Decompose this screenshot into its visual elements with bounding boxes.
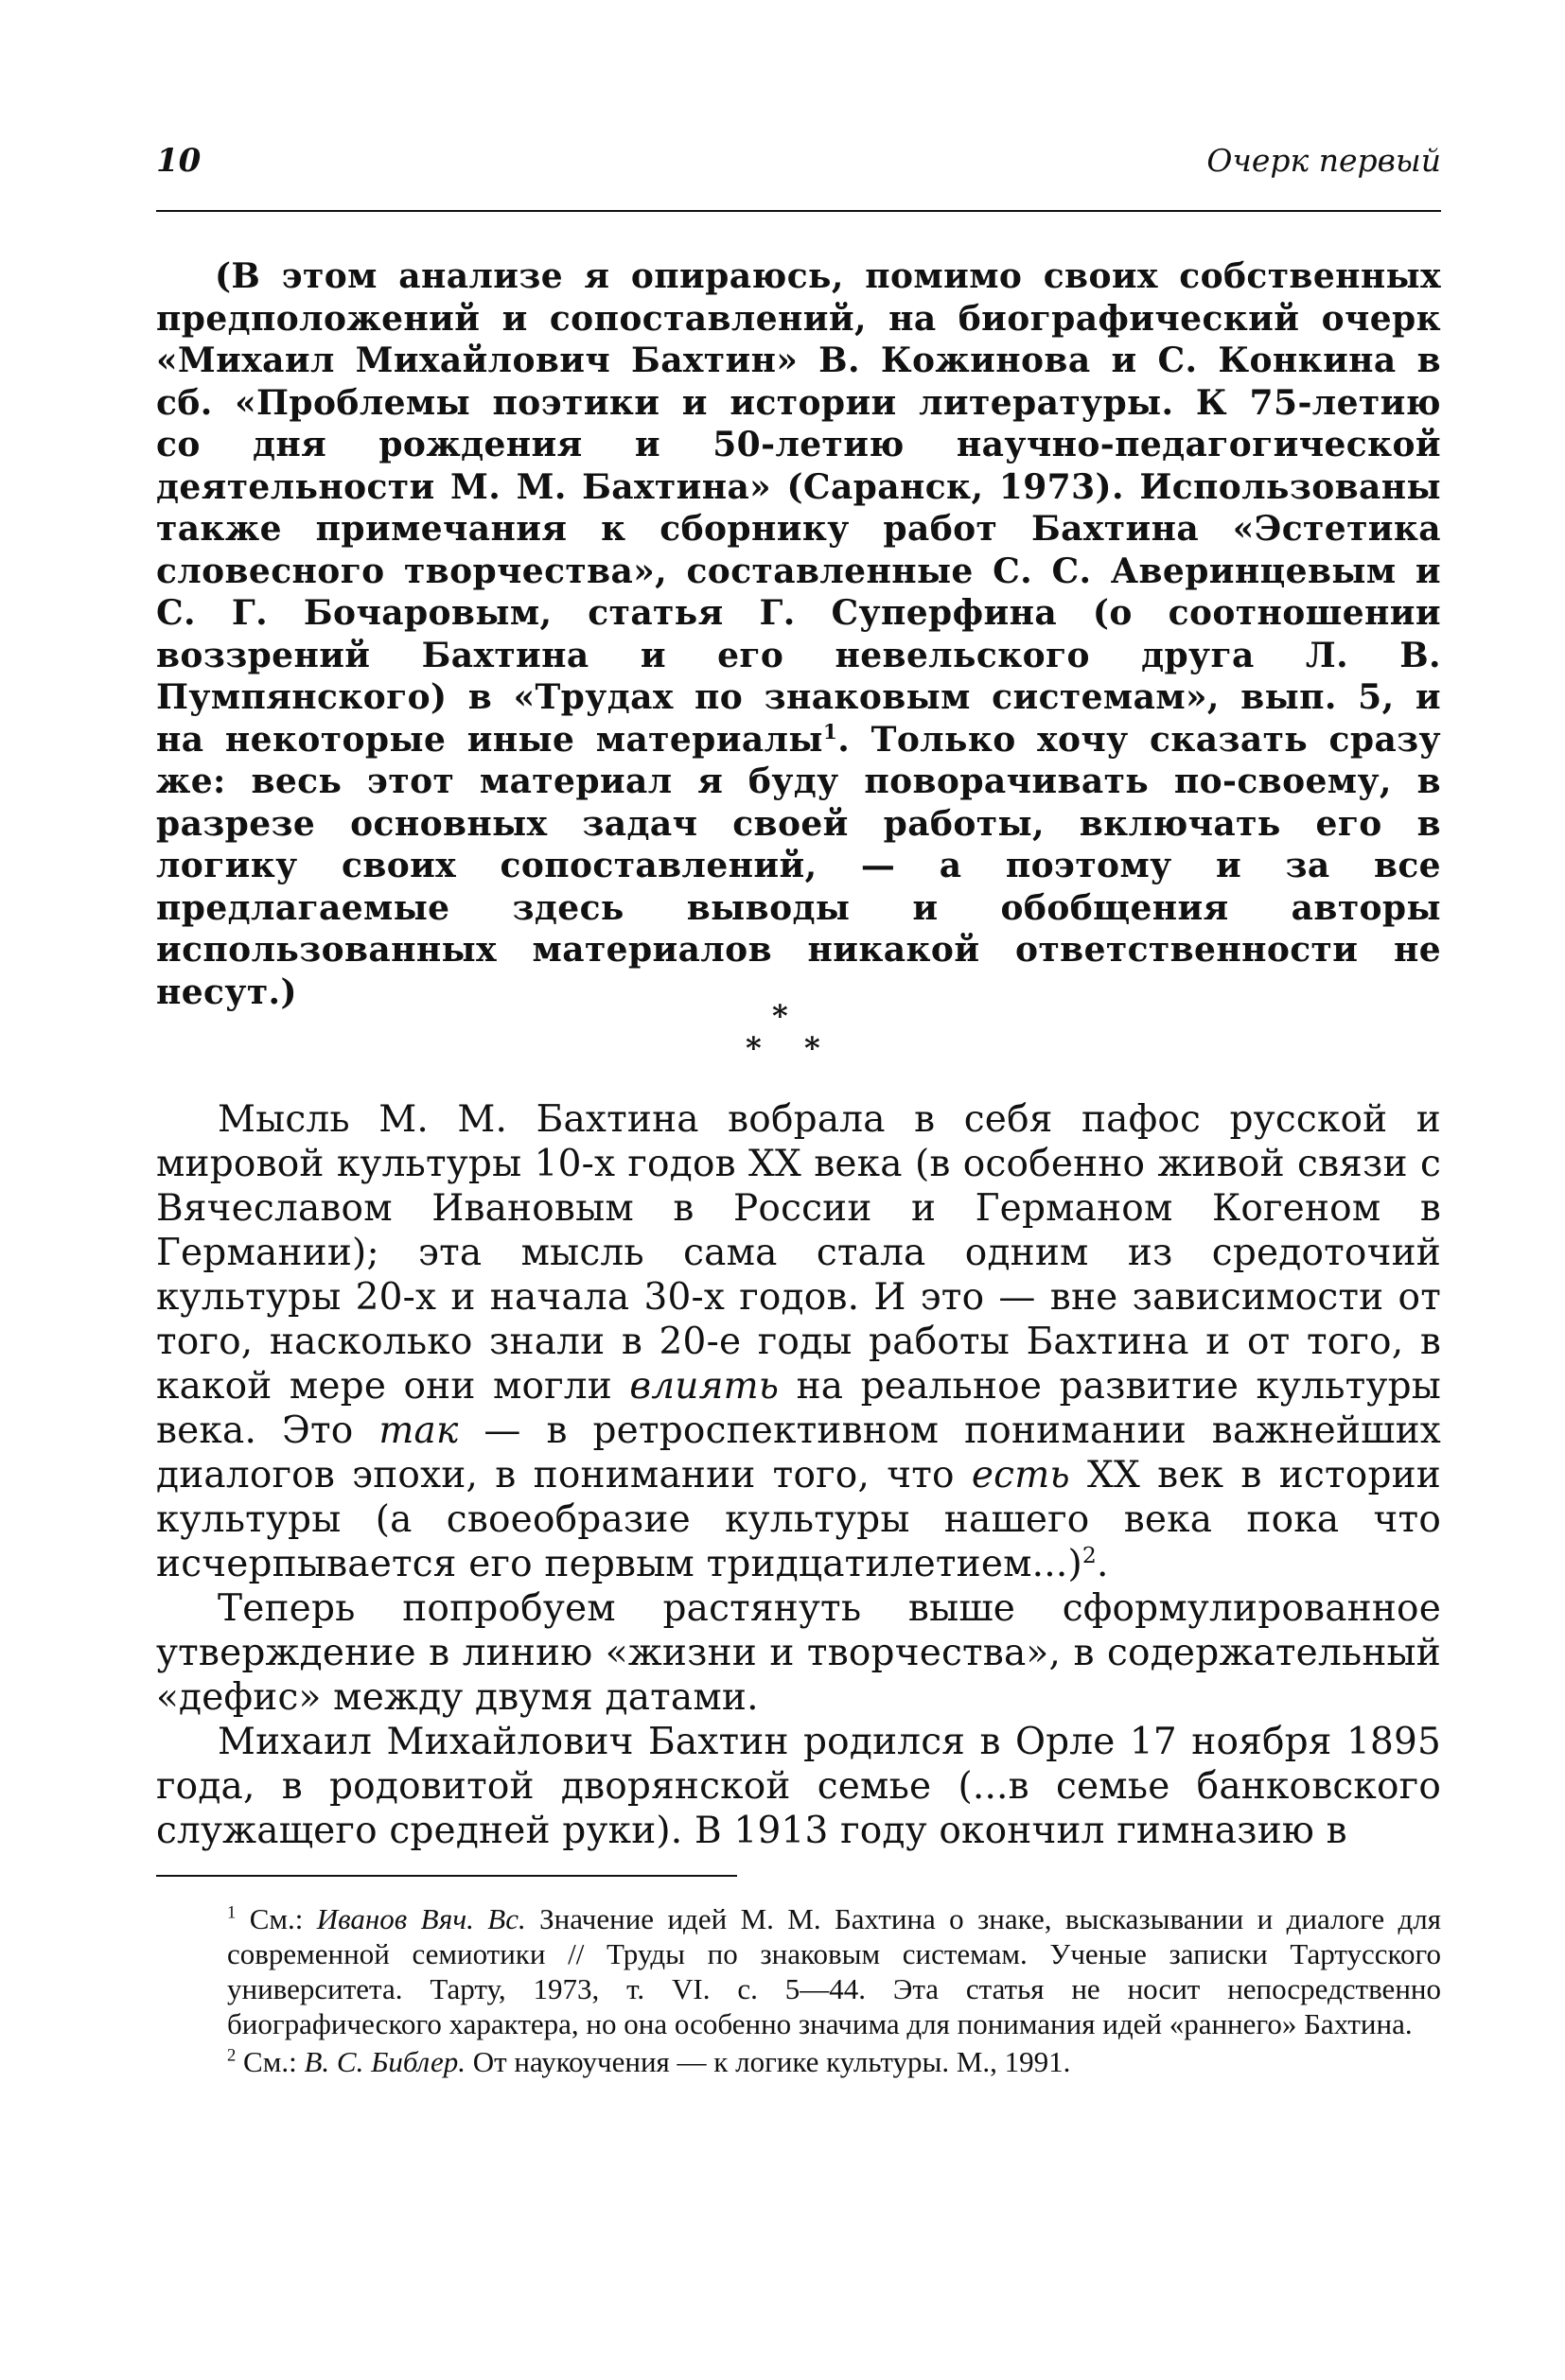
- page-header: [156, 142, 1441, 199]
- intro-text-part1: (В этом анализе я опираюсь, помимо своих собственных предположений и сопоставлений, на биографический очерк «Михаил Михайлович Бахтин» В. Кожинова и С. Конкина в сб. «Проблемы поэтики и истории литературы. К 75-летию со дня рождения и 50-летию научно-педагогической деятельности М. М. Бахтина» (Саранск, 1973). Использованы также примечания к сборнику работ Бахтина «Эстетика словесного творчества», составленные С. С. Аверинцевым и С. Г. Бочаровым, статья Г. Суперфина (о соотношении воззрений Бахтина и его невельского друга Л. В. Пумпянского) в «Трудах по знаковым системам», вып. 5, и на некоторые иные материалы: [156, 256, 1441, 760]
- header-divider: [156, 210, 1441, 212]
- para1-text-e: .: [1096, 1543, 1109, 1585]
- para1-text-b: на реальное развитие культуры века. Это: [156, 1365, 1441, 1452]
- footnote-1-text-a: См.:: [236, 1902, 317, 1935]
- intro-text-part2: . Только хочу сказать сразу же: весь этот материал я буду поворачивать по-своему, в разрезе основных задач своей работы, включать его в логику своих сопоставлений, — а поэтому и за все предлагаемые здесь выводы и обобщения авторы использованных материалов никакой ответственности не несут.): [156, 719, 1441, 1012]
- para1-text-d: XX век в истории культуры (а своеобразие культуры нашего века пока что исчерпывается его первым тридцатилетием...): [156, 1454, 1441, 1585]
- footnote-1: [227, 1901, 1441, 2041]
- para1-emphasis-est: есть: [971, 1454, 1070, 1496]
- paragraph-3: Михаил Михайлович Бахтин родился в Орле 17 ноября 1895 года, в родовитой дворянской семье (...в семье банковского служащего средней руки). В 1913 году окончил гимназию в: [156, 1721, 1441, 1852]
- footnote-1-text-b: Значение идей М. М. Бахтина о знаке, высказывании и диалоге для современной семиотики // Труды по знаковым системам. Ученые записки Тартусского университета. Тарту, 1973, т. VI. с. 5—44. Эта статья не носит непосредственно биографического характера, но она особенно значима для понимания идей «раннего» Бахтина.: [227, 1902, 1441, 2040]
- asterism-star-right: *: [804, 1030, 820, 1066]
- page-number: 10: [156, 142, 202, 180]
- footnote-ref-1: 1: [822, 720, 838, 744]
- footnotes: [227, 1901, 1441, 2079]
- footnote-2-text-b: От наукоучения — к логике культуры. М., 1991.: [465, 2045, 1071, 2078]
- footnote-2-author: В. С. Библер.: [304, 2045, 466, 2078]
- paragraph-1: [156, 1097, 1441, 1586]
- footnote-2-text-a: См.:: [236, 2045, 305, 2078]
- footnote-1-author: Иванов Вяч. Вс.: [316, 1902, 526, 1935]
- para1-emphasis-vliyat: влиять: [629, 1365, 780, 1408]
- paragraph-2: Теперь попробуем растянуть выше сформулированное утверждение в линию «жизни и творчества», в содержательный «дефис» между двумя датами.: [156, 1587, 1441, 1719]
- asterism-star-top: *: [772, 998, 788, 1034]
- para1-text-c: — в ретроспективном понимании важнейших диалогов эпохи, в понимании того, что: [156, 1409, 1442, 1496]
- main-text: [156, 1097, 1441, 1853]
- intro-note: [156, 255, 1441, 1013]
- footnote-2: [227, 2044, 1441, 2079]
- asterism-star-left: *: [746, 1030, 762, 1066]
- footnote-ref-2: 2: [1081, 1542, 1097, 1568]
- section-asterism: [729, 998, 842, 1064]
- footnote-divider: [156, 1875, 737, 1877]
- footnote-1-number: 1: [227, 1902, 237, 1923]
- footnote-2-number: 2: [227, 2045, 237, 2066]
- running-title: Очерк первый: [1206, 142, 1441, 179]
- para1-emphasis-tak: так: [378, 1409, 459, 1452]
- para1-text-a: Мысль М. М. Бахтина вобрала в себя пафос русской и мировой культуры 10-х годов XX века (в особенно живой связи с Вячеславом Ивановым в России и Германом Когеном в Германии); эта мысль сама стала одним из средоточий культуры 20-х и начала 30-х годов. И это — вне зависимости от того, насколько знали в 20-е годы работы Бахтина и от того, в какой мере они могли: [156, 1098, 1441, 1408]
